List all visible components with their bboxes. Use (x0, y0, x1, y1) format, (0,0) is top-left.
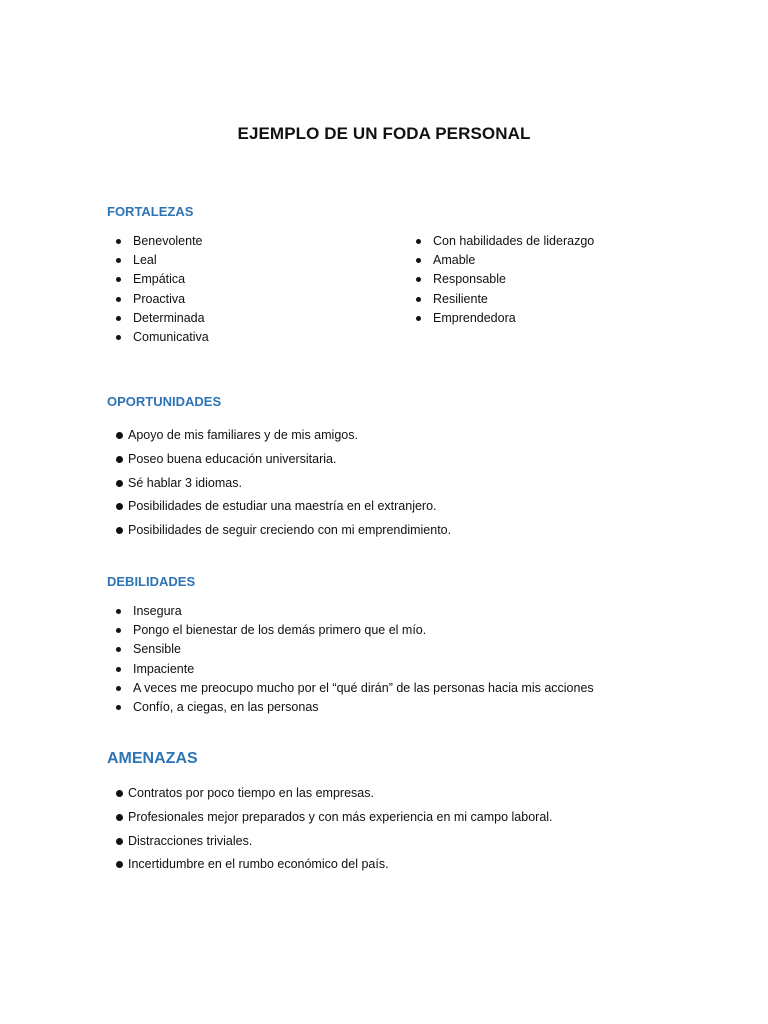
list-item: Sensible (107, 640, 594, 659)
list-item: Apoyo de mis familiares y de mis amigos. (114, 424, 451, 448)
fortalezas-heading: FORTALEZAS (107, 204, 194, 219)
list-item: Resiliente (407, 290, 594, 309)
list-item: Confío, a ciegas, en las personas (107, 698, 594, 717)
amenazas-list (114, 782, 553, 877)
list-item: Posibilidades de seguir creciendo con mi emprendimiento. (114, 519, 451, 543)
list-item: Contratos por poco tiempo en las empresas. (114, 782, 553, 806)
list-item: Insegura (107, 602, 594, 621)
list-item: Empática (107, 270, 209, 289)
oportunidades-heading: OPORTUNIDADES (107, 394, 222, 409)
list-item: Comunicativa (107, 328, 209, 347)
list-item: Poseo buena educación universitaria. (114, 448, 451, 472)
list-item: Con habilidades de liderazgo (407, 232, 594, 251)
list-item: Sé hablar 3 idiomas. (114, 472, 451, 496)
debilidades-list (107, 602, 594, 717)
document-title: EJEMPLO DE UN FODA PERSONAL (237, 124, 531, 143)
list-item: Impaciente (107, 660, 594, 679)
amenazas-heading: AMENAZAS (107, 750, 198, 767)
fortalezas-list-left (107, 232, 209, 347)
list-item: Responsable (407, 270, 594, 289)
list-item: Distracciones triviales. (114, 830, 553, 854)
list-item: Profesionales mejor preparados y con más experiencia en mi campo laboral. (114, 806, 553, 830)
oportunidades-list (114, 424, 451, 543)
debilidades-heading: DEBILIDADES (107, 574, 196, 589)
list-item: Proactiva (107, 290, 209, 309)
list-item: Pongo el bienestar de los demás primero que el mío. (107, 621, 594, 640)
list-item: Posibilidades de estudiar una maestría en el extranjero. (114, 495, 451, 519)
list-item: A veces me preocupo mucho por el “qué dirán” de las personas hacia mis acciones (107, 679, 594, 698)
list-item: Emprendedora (407, 309, 594, 328)
list-item: Incertidumbre en el rumbo económico del país. (114, 853, 553, 877)
list-item: Benevolente (107, 232, 209, 251)
fortalezas-list-right (407, 232, 594, 328)
list-item: Determinada (107, 309, 209, 328)
list-item: Amable (407, 251, 594, 270)
list-item: Leal (107, 251, 209, 270)
